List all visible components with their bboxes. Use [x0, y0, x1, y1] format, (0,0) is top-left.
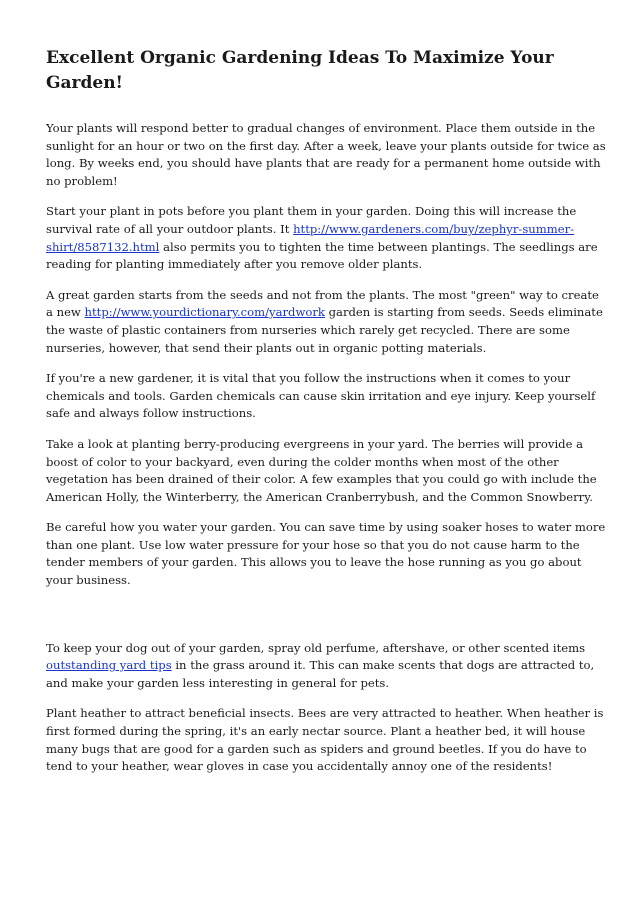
page-title: Excellent Organic Gardening Ideas To Maximize Your Garden! — [46, 48, 554, 93]
paragraph-pots — [46, 203, 608, 273]
paragraph-seeds-text-start: A great garden starts from the seeds and not from the plants. The most "green" way to create a new — [46, 287, 599, 320]
paragraph-dog — [46, 640, 608, 693]
spacer — [46, 603, 608, 640]
paragraph-watering: Be careful how you water your garden. You can save time by using soaker hoses to water more than one plant. Use low water pressure for your hose so that you do not cause harm to the tender members of your garden. This allows you to leave the hose running as you go about your business. — [46, 520, 606, 588]
paragraph-dog-text-end: in the grass around it. This can make scents that dogs are attracted to, and make your garden less interesting in general for pets. — [46, 658, 595, 690]
paragraph-chemicals: If you're a new gardener, it is vital that you follow the instructions when it comes to your chemicals and tools. Garden chemicals can cause skin irritation and eye injury. Keep yourself safe and always follow instructions. — [46, 371, 596, 421]
paragraph-heather: Plant heather to attract beneficial insects. Bees are very attracted to heather. When heather is first formed during the spring, it's an early nectar source. Plant a heather bed, it will house many bugs that are good for a garden such as spiders and ground beetles. If you do have to tend to your heather, wear gloves in case you accidentally annoy one of the residents! — [46, 706, 604, 774]
yourdictionary-link[interactable]: http://www.yourdictionary.com/yardwork — [84, 305, 325, 320]
paragraph-pots-text-end: also permits you to tighten the time between plantings. The seedlings are reading for planting immediately after you remove older plants. — [46, 239, 598, 272]
paragraph-seeds-text-end: garden is starting from seeds. Seeds eliminate the waste of plastic containers from nurseries which rarely get recycled. There are some nurseries, however, that send their plants out in organic potting materials. — [46, 305, 603, 355]
article-body — [46, 120, 608, 776]
paragraph-pots-text-start: Start your plant in pots before you plant them in your garden. Doing this will increase the survival rate of all your outdoor plants. It — [46, 204, 577, 236]
paragraph-evergreens: Take a look at planting berry-producing evergreens in your yard. The berries will provide a boost of color to your backyard, even during the colder months when most of the other vegetation has been drained of their color. A few examples that you could go with include the American Holly, the Winterberry, the American Cranberrybush, and the Common Snowberry. — [46, 436, 597, 504]
paragraph-seeds — [46, 287, 608, 357]
gardeners-link[interactable]: http://www.gardeners.com/buy/zephyr-summer-shirt/8587132.html — [46, 221, 575, 254]
paragraph-dog-text-start: To keep your dog out of your garden, spray old perfume, aftershave, or other scented items — [46, 640, 586, 655]
paragraph-acclimate: Your plants will respond better to gradual changes of environment. Place them outside in the sunlight for an hour or two on the first day. After a week, leave your plants outside for twice as long. By weeks end, you should have plants that are ready for a permanent home outside with no problem! — [46, 121, 606, 188]
yard-tips-link[interactable]: outstanding yard tips — [46, 658, 172, 673]
